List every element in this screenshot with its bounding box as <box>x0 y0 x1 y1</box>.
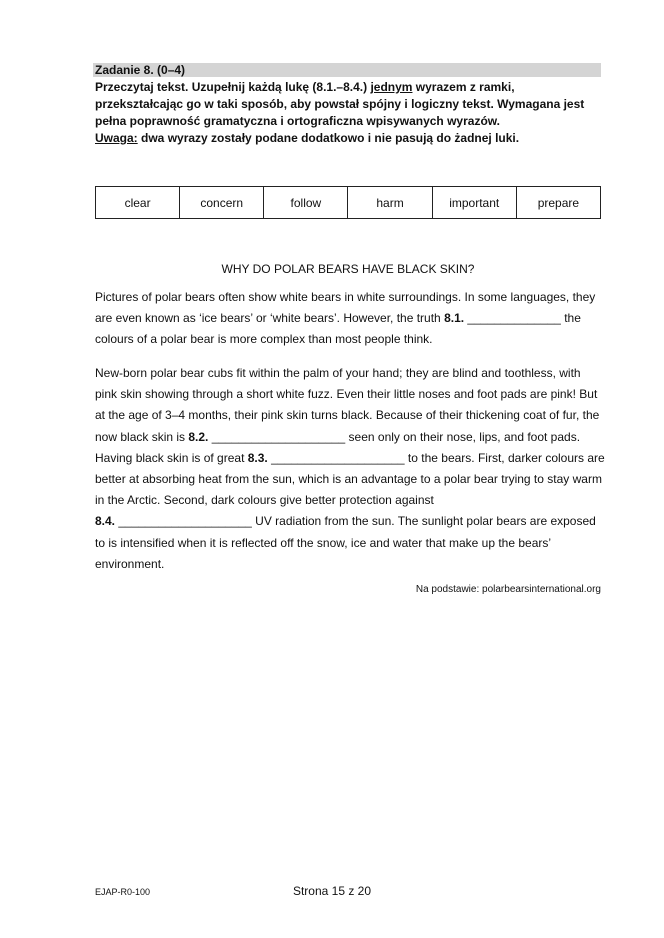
paragraph-text: seen only on their nose, lips, and foot pads. Having black skin is of great <box>95 429 581 465</box>
word-box-item: important <box>432 187 516 219</box>
paragraph-text: New-born polar bear cubs fit within the palm of your hand; they are blind and toothless, with pink skin showing through a short white fuzz. Even their little noses and foot pads are pink! But at the age of 3–4 months, their pink skin turns black. Because of their thickening coat of fur, the now black skin is <box>95 366 600 444</box>
gap-label-8-3: 8.3. <box>247 450 268 465</box>
passage-paragraph-1 <box>95 287 605 351</box>
task-header: Zadanie 8. (0–4) <box>93 63 601 77</box>
instructions-text-cont: wyrazem z ramki, przekształcając go w taki sposób, aby powstał spójny i logiczny tekst. Wymagana jest pełna poprawność gramatyczna i ortograficzna wpisywanych wyrazów. <box>95 80 585 128</box>
note-text: dwa wyrazy zostały podane dodatkowo i nie pasują do żadnej luki. <box>137 131 520 145</box>
instructions-text: Przeczytaj tekst. Uzupełnij każdą lukę (8.1.–8.4.) <box>95 80 371 94</box>
word-box-item: harm <box>348 187 432 219</box>
task-instructions <box>95 79 605 147</box>
gap-blank-8-3[interactable]: ____________________ <box>271 450 405 465</box>
paragraph-text: UV radiation from the sun. The sunlight polar bears are exposed to is intensified when it is reflected off the snow, ice and water that make up the bears’ environment. <box>95 514 596 571</box>
gap-label-8-2: 8.2. <box>188 429 209 444</box>
word-box <box>95 186 601 219</box>
paragraph-text: the colours of a polar bear is more complex than most people think. <box>95 311 581 347</box>
word-box-item: follow <box>264 187 348 219</box>
word-box-item: clear <box>96 187 180 219</box>
gap-blank-8-2[interactable]: ____________________ <box>211 429 346 444</box>
word-box-item: concern <box>180 187 264 219</box>
gap-blank-8-4[interactable]: ____________________ <box>118 514 252 529</box>
word-box-item: prepare <box>516 187 600 219</box>
passage-title: WHY DO POLAR BEARS HAVE BLACK SKIN? <box>221 262 475 276</box>
note-label: Uwaga: <box>95 131 138 145</box>
source-attribution: Na podstawie: polarbearsinternational.org <box>415 584 601 595</box>
gap-label-8-1: 8.1. <box>444 311 465 326</box>
page-number: Strona 15 z 20 <box>292 884 372 898</box>
passage-paragraph-2 <box>95 363 605 575</box>
paragraph-text: Pictures of polar bears often show white bears in white surroundings. In some languages, they are even known as ‘ice bears’ or ‘white bears’. However, the truth <box>95 290 596 326</box>
instructions-emphasis: jednym <box>370 80 413 94</box>
exam-code: EJAP-R0-100 <box>95 887 151 897</box>
paragraph-text: to the bears. First, darker colours are better at absorbing heat from the sun, which is an advantage to a polar bear trying to stay warm in the Arctic. Second, dark colours give better protection against <box>95 450 605 508</box>
gap-label-8-4: 8.4. <box>95 514 116 529</box>
gap-blank-8-1[interactable]: ______________ <box>467 311 561 326</box>
